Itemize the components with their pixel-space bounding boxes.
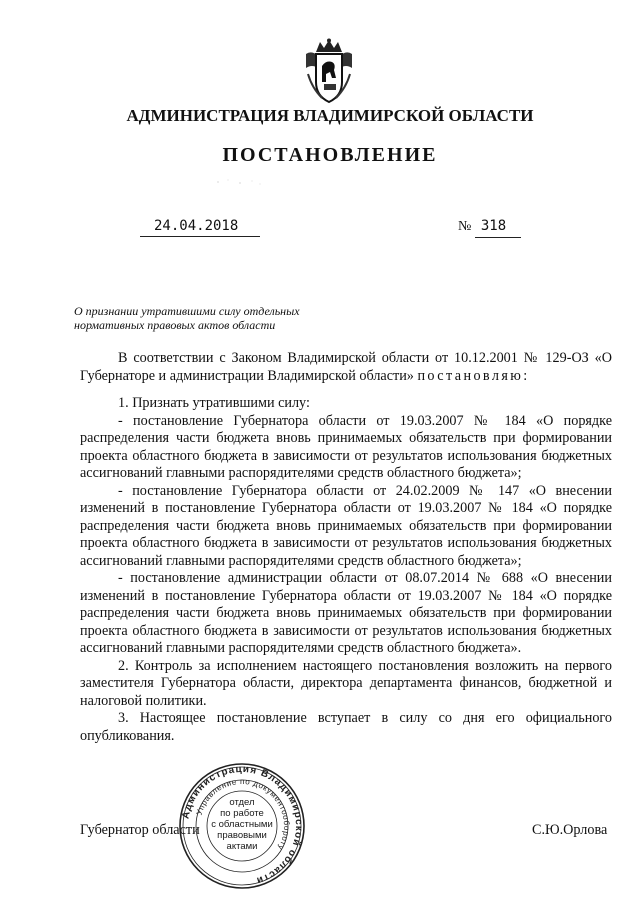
- item-1-b: - постановление Губернатора области от 24.02.2009 № 147 «О внесении изменений в постановление Губернатора области от 19.03.2007 № 184 «О порядке распределения части бюджета вновь принимаемых обязательств при формировании проекта областного бюджета в зависимости от результатов использования бюджетных ассигнований главными распорядителями средств областного бюджета»;: [80, 482, 612, 569]
- document-date: 24.04.2018: [140, 215, 260, 237]
- number-sign: №: [458, 219, 472, 234]
- stamp-line: актами: [226, 841, 258, 852]
- preamble-text: В соответствии с Законом Владимирской области от 10.12.2001 № 129-ОЗ «О Губернаторе и администрации Владимирской области»: [80, 350, 612, 384]
- document-subject: [74, 304, 354, 332]
- organization-name: АДМИНИСТРАЦИЯ ВЛАДИМИРСКОЙ ОБЛАСТИ: [126, 106, 534, 125]
- preamble-verb: постановляю:: [417, 367, 530, 384]
- stamp-line: с областными: [211, 819, 273, 830]
- signature-title: Губернатор области: [80, 822, 200, 838]
- stamp-line: по работе: [220, 808, 264, 819]
- stamp-inner-ring-text: Управление по документообороту: [194, 776, 292, 852]
- item-3: 3. Настоящее постановление вступает в силу со дня его официального опубликования.: [80, 710, 612, 744]
- item-2: 2. Контроль за исполнением настоящего постановления возложить на первого заместителя Губернатора области, директора департамента финансов, бюджетной и налоговой политики.: [80, 657, 612, 709]
- document-type-title: ПОСТАНОВЛЕНИЕ: [222, 144, 438, 166]
- subject-line-2: нормативных правовых актов области: [74, 318, 276, 332]
- preamble-paragraph: [80, 350, 612, 385]
- stamp-center-text: [199, 797, 285, 852]
- document-number: 318: [475, 215, 521, 238]
- document-number-block: [458, 215, 521, 237]
- item-1-c: - постановление администрации области от 08.07.2014 № 688 «О внесении изменений в постановление Губернатора области от 19.03.2007 № 184 «О порядке распределения части бюджета вновь принимаемых обязательств при формировании проекта областного бюджета в зависимости от результатов использования бюджетных ассигнований главными распорядителями средств областного бюджета».: [80, 570, 612, 656]
- coat-of-arms-icon: [302, 38, 356, 104]
- subject-line-1: О признании утратившими силу отдельных: [74, 304, 300, 318]
- scan-artifact: [214, 176, 264, 188]
- signature-name: С.Ю.Орлова: [532, 822, 608, 838]
- stamp-line: правовыми: [217, 830, 267, 841]
- document-body: [80, 350, 612, 745]
- item-1-heading: 1. Признать утратившими силу:: [118, 395, 310, 411]
- item-1-a: - постановление Губернатора области от 19.03.2007 № 184 «О порядке распределения части бюджета вновь принимаемых обязательств при формировании проекта областного бюджета в зависимости от результатов использования бюджетных ассигнований главными распорядителями средств областного бюджета»;: [80, 412, 612, 481]
- stamp-ring-text: Администрация Владимирской области: [180, 763, 305, 887]
- stamp-line: отдел: [229, 797, 255, 808]
